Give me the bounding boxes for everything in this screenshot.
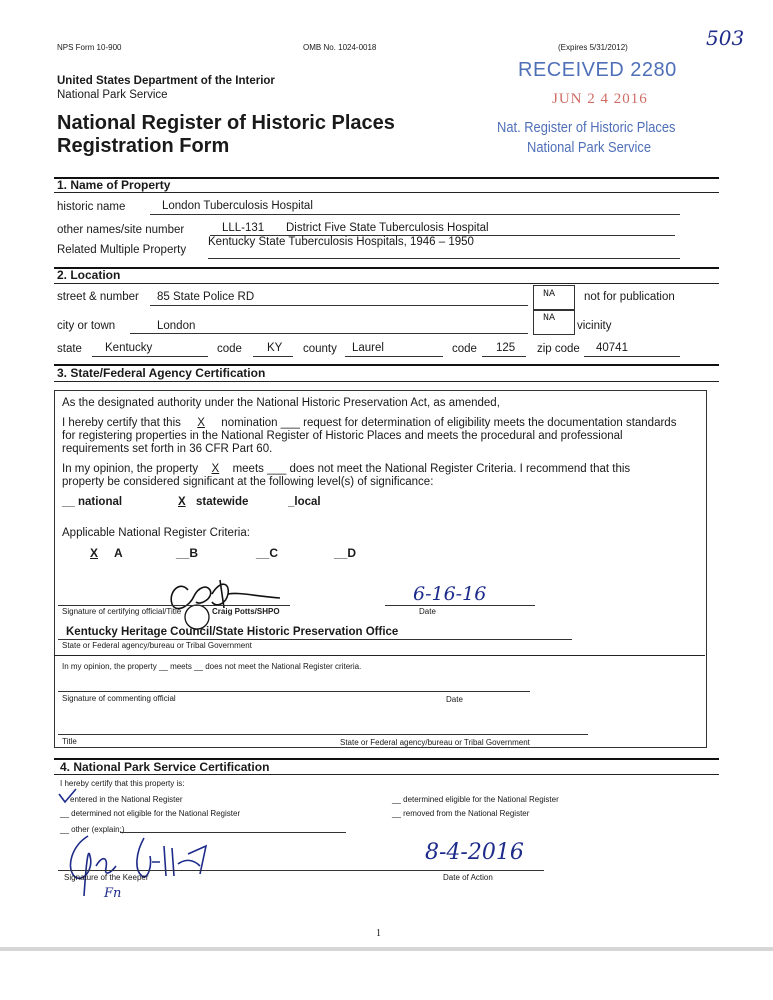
- criterion-c: __C: [256, 546, 279, 560]
- date-of-action: 8-4-2016: [425, 840, 524, 865]
- signature-label: Signature of certifying official/Title: [62, 607, 182, 616]
- comment-signature-line: [58, 691, 530, 692]
- street-value: 85 State Police RD: [157, 291, 255, 303]
- section1-under-rule: [54, 192, 719, 193]
- state-line: [92, 356, 208, 357]
- not-for-publication-label: not for publication: [584, 291, 675, 303]
- other-explain: __ other (explain:): [60, 825, 125, 834]
- shpo-date-line: [385, 605, 535, 606]
- section1-heading: 1. Name of Property: [57, 178, 171, 192]
- historic-name-label: historic name: [57, 201, 126, 213]
- agency-label: State or Federal agency/bureau or Tribal Government: [62, 641, 252, 650]
- opinion-prefix: In my opinion, the property: [62, 463, 199, 475]
- criterion-d: __D: [334, 546, 357, 560]
- removed-from-register: __ removed from the National Register: [392, 809, 530, 818]
- keeper-signature-label: Signature of the Keeper: [64, 873, 149, 882]
- historic-name-line: [150, 214, 680, 215]
- agency-line: [58, 639, 572, 640]
- service-name: National Park Service: [57, 89, 168, 101]
- certify-suffix: nomination ___ request for determination of eligibility meets the documentation standards: [221, 417, 677, 429]
- related-property-line: [208, 258, 680, 259]
- date-of-action-label: Date of Action: [443, 873, 493, 882]
- state-code-label: code: [217, 343, 242, 355]
- expiration-date: (Expires 5/31/2012): [558, 43, 628, 52]
- keeper-intro: I hereby certify that this property is:: [60, 779, 185, 788]
- level-statewide-mark: X: [178, 496, 186, 508]
- criterion-a-mark: X: [90, 546, 99, 560]
- level-local: _local: [288, 496, 321, 508]
- vicinity-na: NA: [543, 313, 556, 324]
- level-national: __ national: [62, 496, 123, 508]
- determined-eligible: __ determined eligible for the National Register: [392, 795, 559, 804]
- vicinity-label: vicinity: [577, 320, 612, 332]
- county-code-label: code: [452, 343, 477, 355]
- zip-value: 40741: [596, 342, 628, 354]
- agency-name: Kentucky Heritage Council/State Historic Preservation Office: [66, 626, 399, 638]
- omb-number: OMB No. 1024-0018: [303, 43, 377, 52]
- form-number: NPS Form 10-900: [57, 43, 122, 52]
- title-agency-label: State or Federal agency/bureau or Tribal Government: [340, 738, 530, 747]
- title-line: [58, 734, 588, 735]
- page-number: 1: [376, 928, 381, 939]
- department-name: United States Department of the Interior: [57, 75, 275, 87]
- received-stamp: RECEIVED 2280: [518, 59, 677, 81]
- register-stamp-line2: National Park Service: [527, 139, 652, 156]
- section2-top-rule: [54, 267, 719, 269]
- determined-not-eligible: __ determined not eligible for the National Register: [60, 809, 241, 818]
- comment-signature-label: Signature of commenting official: [62, 694, 176, 703]
- opinion-suffix: meets ___ does not meet the National Register Criteria. I recommend that this: [232, 463, 631, 475]
- county-code-line: [482, 356, 526, 357]
- shpo-signature-line: [58, 605, 290, 606]
- zip-line: [584, 356, 680, 357]
- state-value: Kentucky: [105, 342, 153, 354]
- handwritten-number: 503: [706, 26, 745, 50]
- form-title-line1: National Register of Historic Places: [57, 112, 395, 134]
- county-line: [345, 356, 443, 357]
- county-code-value: 125: [496, 342, 516, 354]
- related-property-label: Related Multiple Property: [57, 244, 187, 256]
- shpo-signature-date: 6-16-16: [413, 583, 487, 605]
- nomination-mark: X: [197, 417, 205, 429]
- certify-prefix: I hereby certify that this: [62, 417, 181, 429]
- received-date-stamp: JUN 2 4 2016: [552, 91, 648, 107]
- city-label: city or town: [57, 320, 116, 332]
- title-label: Title: [62, 737, 77, 746]
- certify-line1: [62, 417, 676, 429]
- comment-divider: [54, 655, 705, 656]
- opinion-line1: [62, 463, 630, 475]
- section2-heading: 2. Location: [57, 268, 121, 282]
- entered-in-register: entered in the National Register: [70, 795, 183, 804]
- section4-under-rule: [54, 774, 719, 775]
- page-bottom-rule: [0, 947, 773, 951]
- street-label: street & number: [57, 291, 139, 303]
- certify-line2: for registering properties in the National Register of Historic Places and meets the procedural and professional: [62, 430, 623, 442]
- shpo-signature: [150, 572, 310, 632]
- keeper-initials: Fn: [104, 886, 122, 901]
- state-label: state: [57, 343, 82, 355]
- form-title-line2: Registration Form: [57, 135, 230, 157]
- level-statewide: statewide: [196, 496, 249, 508]
- keeper-signature: [60, 826, 230, 906]
- keeper-signature-line: [58, 870, 544, 871]
- street-line: [150, 305, 528, 306]
- county-value: Laurel: [352, 342, 384, 354]
- register-stamp-line1: Nat. Register of Historic Places: [497, 119, 676, 136]
- criteria-label: Applicable National Register Criteria:: [62, 527, 250, 539]
- section2-under-rule: [54, 283, 719, 284]
- city-line: [130, 333, 528, 334]
- section3-under-rule: [54, 381, 719, 382]
- other-names-value: District Five State Tuberculosis Hospital: [286, 222, 489, 234]
- city-value: London: [157, 320, 196, 332]
- related-property-value: Kentucky State Tuberculosis Hospitals, 1946 – 1950: [208, 236, 474, 248]
- historic-name-value: London Tuberculosis Hospital: [162, 200, 313, 212]
- criterion-a: A: [114, 546, 123, 560]
- county-label: county: [303, 343, 337, 355]
- site-number-value: LLL-131: [222, 222, 265, 234]
- zip-label: zip code: [537, 343, 580, 355]
- signer-name: Craig Potts/SHPO: [212, 607, 280, 616]
- certify-line3: requirements set forth in 36 CFR Part 60.: [62, 443, 273, 455]
- criterion-b: __B: [176, 546, 199, 560]
- opinion-line2: property be considered significant at the following level(s) of significance:: [62, 476, 434, 488]
- section3-heading: 3. State/Federal Agency Certification: [57, 366, 266, 380]
- comment-date-label: Date: [446, 695, 463, 704]
- section4-heading: 4. National Park Service Certification: [60, 760, 270, 774]
- shpo-date-label: Date: [419, 607, 436, 616]
- state-code-value: KY: [267, 342, 283, 354]
- state-code-line: [253, 356, 293, 357]
- comment-opinion: In my opinion, the property __ meets __ does not meet the National Register criteria.: [62, 662, 362, 671]
- not-for-publication-na: NA: [543, 289, 556, 300]
- authority-statement: As the designated authority under the National Historic Preservation Act, as amended,: [62, 397, 500, 409]
- other-names-label: other names/site number: [57, 224, 185, 236]
- meets-mark: X: [211, 463, 220, 475]
